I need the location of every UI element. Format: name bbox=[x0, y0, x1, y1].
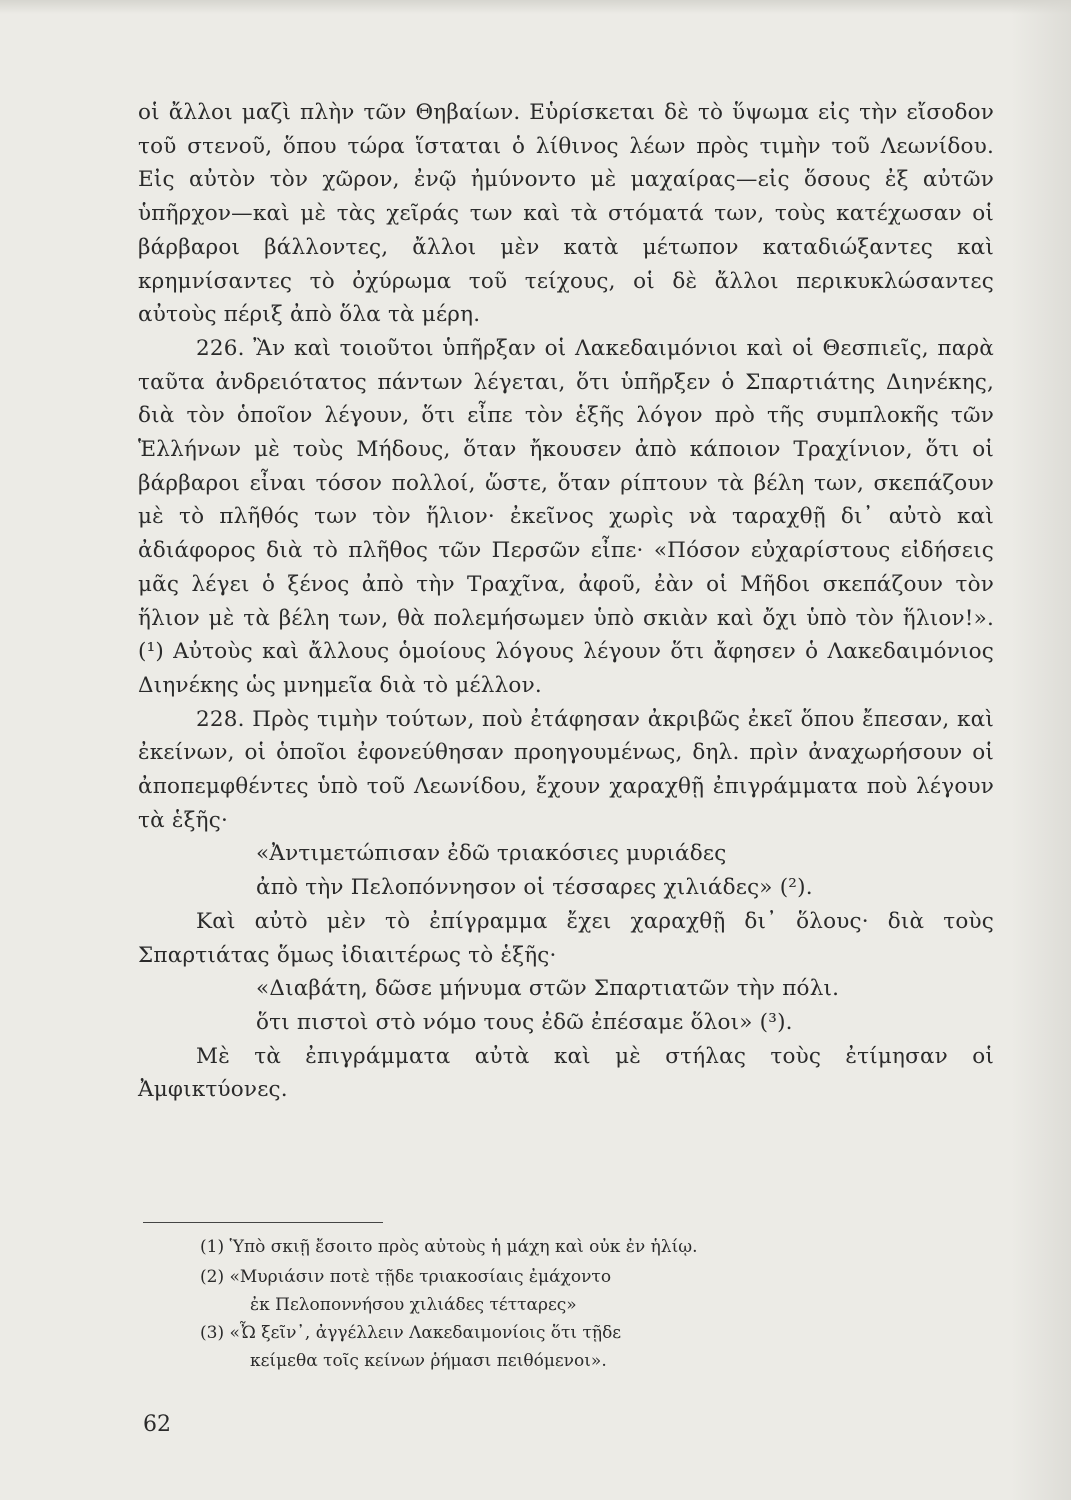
epigram-1-line-2: ἀπὸ τὴν Πελοπόννησον οἱ τέσσαρες χιλιάδες» (²). bbox=[256, 875, 813, 901]
footnotes bbox=[200, 1233, 960, 1375]
footnote-label: (3) bbox=[200, 1323, 225, 1343]
paragraph-closing: Μὲ τὰ ἐπιγράμματα αὐτὰ καὶ μὲ στήλας τοὺς ἐτίμησαν οἱ Ἀμφικτύονες. bbox=[138, 1043, 994, 1103]
main-text bbox=[138, 96, 994, 1107]
footnote-3-continuation: κείμεθα τοῖς κείνων ῥήμασι πειθόμενοι». bbox=[250, 1351, 607, 1371]
footnote-text: «Ὦ ξεῖν᾽, ἀγγέλλειν Λακεδαιμονίοις ὅτι τῇδε bbox=[229, 1323, 622, 1343]
page-right-edge bbox=[1011, 0, 1071, 1500]
epigram-1-line-1: «Ἀντιμετώπισαν ἐδῶ τριακόσιες μυριάδες bbox=[256, 841, 727, 867]
footnote-2-continuation: ἐκ Πελοποννήσου χιλιάδες τέτταρες» bbox=[250, 1295, 577, 1315]
page-top-edge bbox=[0, 0, 1071, 14]
footnote-rule bbox=[143, 1222, 383, 1223]
footnote-text: Ὑπὸ σκιῇ ἔσοιτο πρὸς αὐτοὺς ἡ μάχη καὶ οὐκ ἐν ἡλίῳ. bbox=[229, 1237, 698, 1257]
footnote-1 bbox=[200, 1233, 960, 1261]
paragraph-1: οἱ ἄλλοι μαζὶ πλὴν τῶν Θηβαίων. Εὑρίσκεται δὲ τὸ ὕψωμα εἰς τὴν εἴσοδον τοῦ στενοῦ, ὅπου τώρα ἵσταται ὁ λίθινος λέων πρὸς τιμὴν τοῦ Λεωνίδου. Εἰς αὐτὸν τὸν χῶρον, ἐνῷ ἠμύνοντο μὲ μαχαίρας—εἰς ὅσους ἐξ αὐτῶν ὑπῆρχον—καὶ μὲ τὰς χεῖράς των καὶ τὰ στόματά των, τοὺς κατέχωσαν οἱ βάρβαροι βάλλοντες, ἄλλοι μὲν κατὰ μέτωπον καταδιώξαντες καὶ κρημνίσαντες τὸ ὀχύρωμα τοῦ τείχους, οἱ δὲ ἄλλοι περικυκλώσαντες αὐτοὺς πέριξ ἀπὸ ὅλα τὰ μέρη. bbox=[138, 100, 994, 328]
epigram-2-line-2: ὅτι πιστοὶ στὸ νόμο τους ἐδῶ ἐπέσαμε ὅλοι» (³). bbox=[256, 1009, 793, 1035]
footnote-label: (2) bbox=[200, 1267, 225, 1287]
epigram-2-line-1: «Διαβάτη, δῶσε μήνυμα στῶν Σπαρτιατῶν τὴν πόλι. bbox=[256, 976, 840, 1002]
paragraph-epigram-intro: Καὶ αὐτὸ μὲν τὸ ἐπίγραμμα ἔχει χαραχθῇ δι᾽ ὅλους· διὰ τοὺς Σπαρτιάτας ὅμως ἰδιαιτέρως τὸ ἑξῆς· bbox=[138, 908, 994, 968]
page-number: 62 bbox=[143, 1412, 171, 1437]
paragraph-228: 228. Πρὸς τιμὴν τούτων, ποὺ ἐτάφησαν ἀκριβῶς ἐκεῖ ὅπου ἔπεσαν, καὶ ἐκείνων, οἱ ὁποῖοι ἐφονεύθησαν προηγουμένως, δηλ. πρὶν ἀναχωρήσουν οἱ ἀποπεμφθέντες ὑπὸ τοῦ Λεωνίδου, ἔχουν χαραχθῇ ἐπιγράμματα ποὺ λέγουν τὰ ἑξῆς· bbox=[138, 706, 994, 833]
footnote-3 bbox=[200, 1319, 960, 1347]
footnote-text: «Μυριάσιν ποτὲ τῇδε τριακοσίαις ἐμάχοντο bbox=[229, 1267, 612, 1287]
paragraph-226: 226. Ἂν καὶ τοιοῦτοι ὑπῆρξαν οἱ Λακεδαιμόνιοι καὶ οἱ Θεσπιεῖς, παρὰ ταῦτα ἀνδρειότατος πάντων λέγεται, ὅτι ὑπῆρξεν ὁ Σπαρτιάτης Διηνέκης, διὰ τὸν ὁποῖον λέγουν, ὅτι εἶπε τὸν ἑξῆς λόγον πρὸ τῆς συμπλοκῆς τῶν Ἑλλήνων μὲ τοὺς Μήδους, ὅταν ἤκουσεν ἀπὸ κάποιον Τραχίνιον, ὅτι οἱ βάρβαροι εἶναι τόσον πολλοί, ὥστε, ὅταν ρίπτουν τὰ βέλη των, σκεπάζουν μὲ τὸ πλῆθός των τὸν ἥλιον· ἐκεῖνος χωρὶς νὰ ταραχθῇ δι᾽ αὐτὸ καὶ ἀδιάφορος διὰ τὸ πλῆθος τῶν Περσῶν εἶπε· «Πόσον εὐχαρίστους εἰδήσεις μᾶς λέγει ὁ ξένος ἀπὸ τὴν Τραχῖνα, ἀφοῦ, ἐὰν οἱ Μῆδοι σκεπάζουν τὸν ἥλιον μὲ τὰ βέλη των, θὰ πολεμήσωμεν ὑπὸ σκιὰν καὶ ὄχι ὑπὸ τὸν ἥλιον!».(¹) Αὐτοὺς καὶ ἄλλους ὁμοίους λόγους λέγουν ὅτι ἄφησεν ὁ Λακεδαιμόνιος Διηνέκης ὡς μνημεῖα διὰ τὸ μέλλον. bbox=[138, 335, 994, 698]
footnote-2 bbox=[200, 1263, 960, 1291]
footnote-label: (1) bbox=[200, 1237, 225, 1257]
